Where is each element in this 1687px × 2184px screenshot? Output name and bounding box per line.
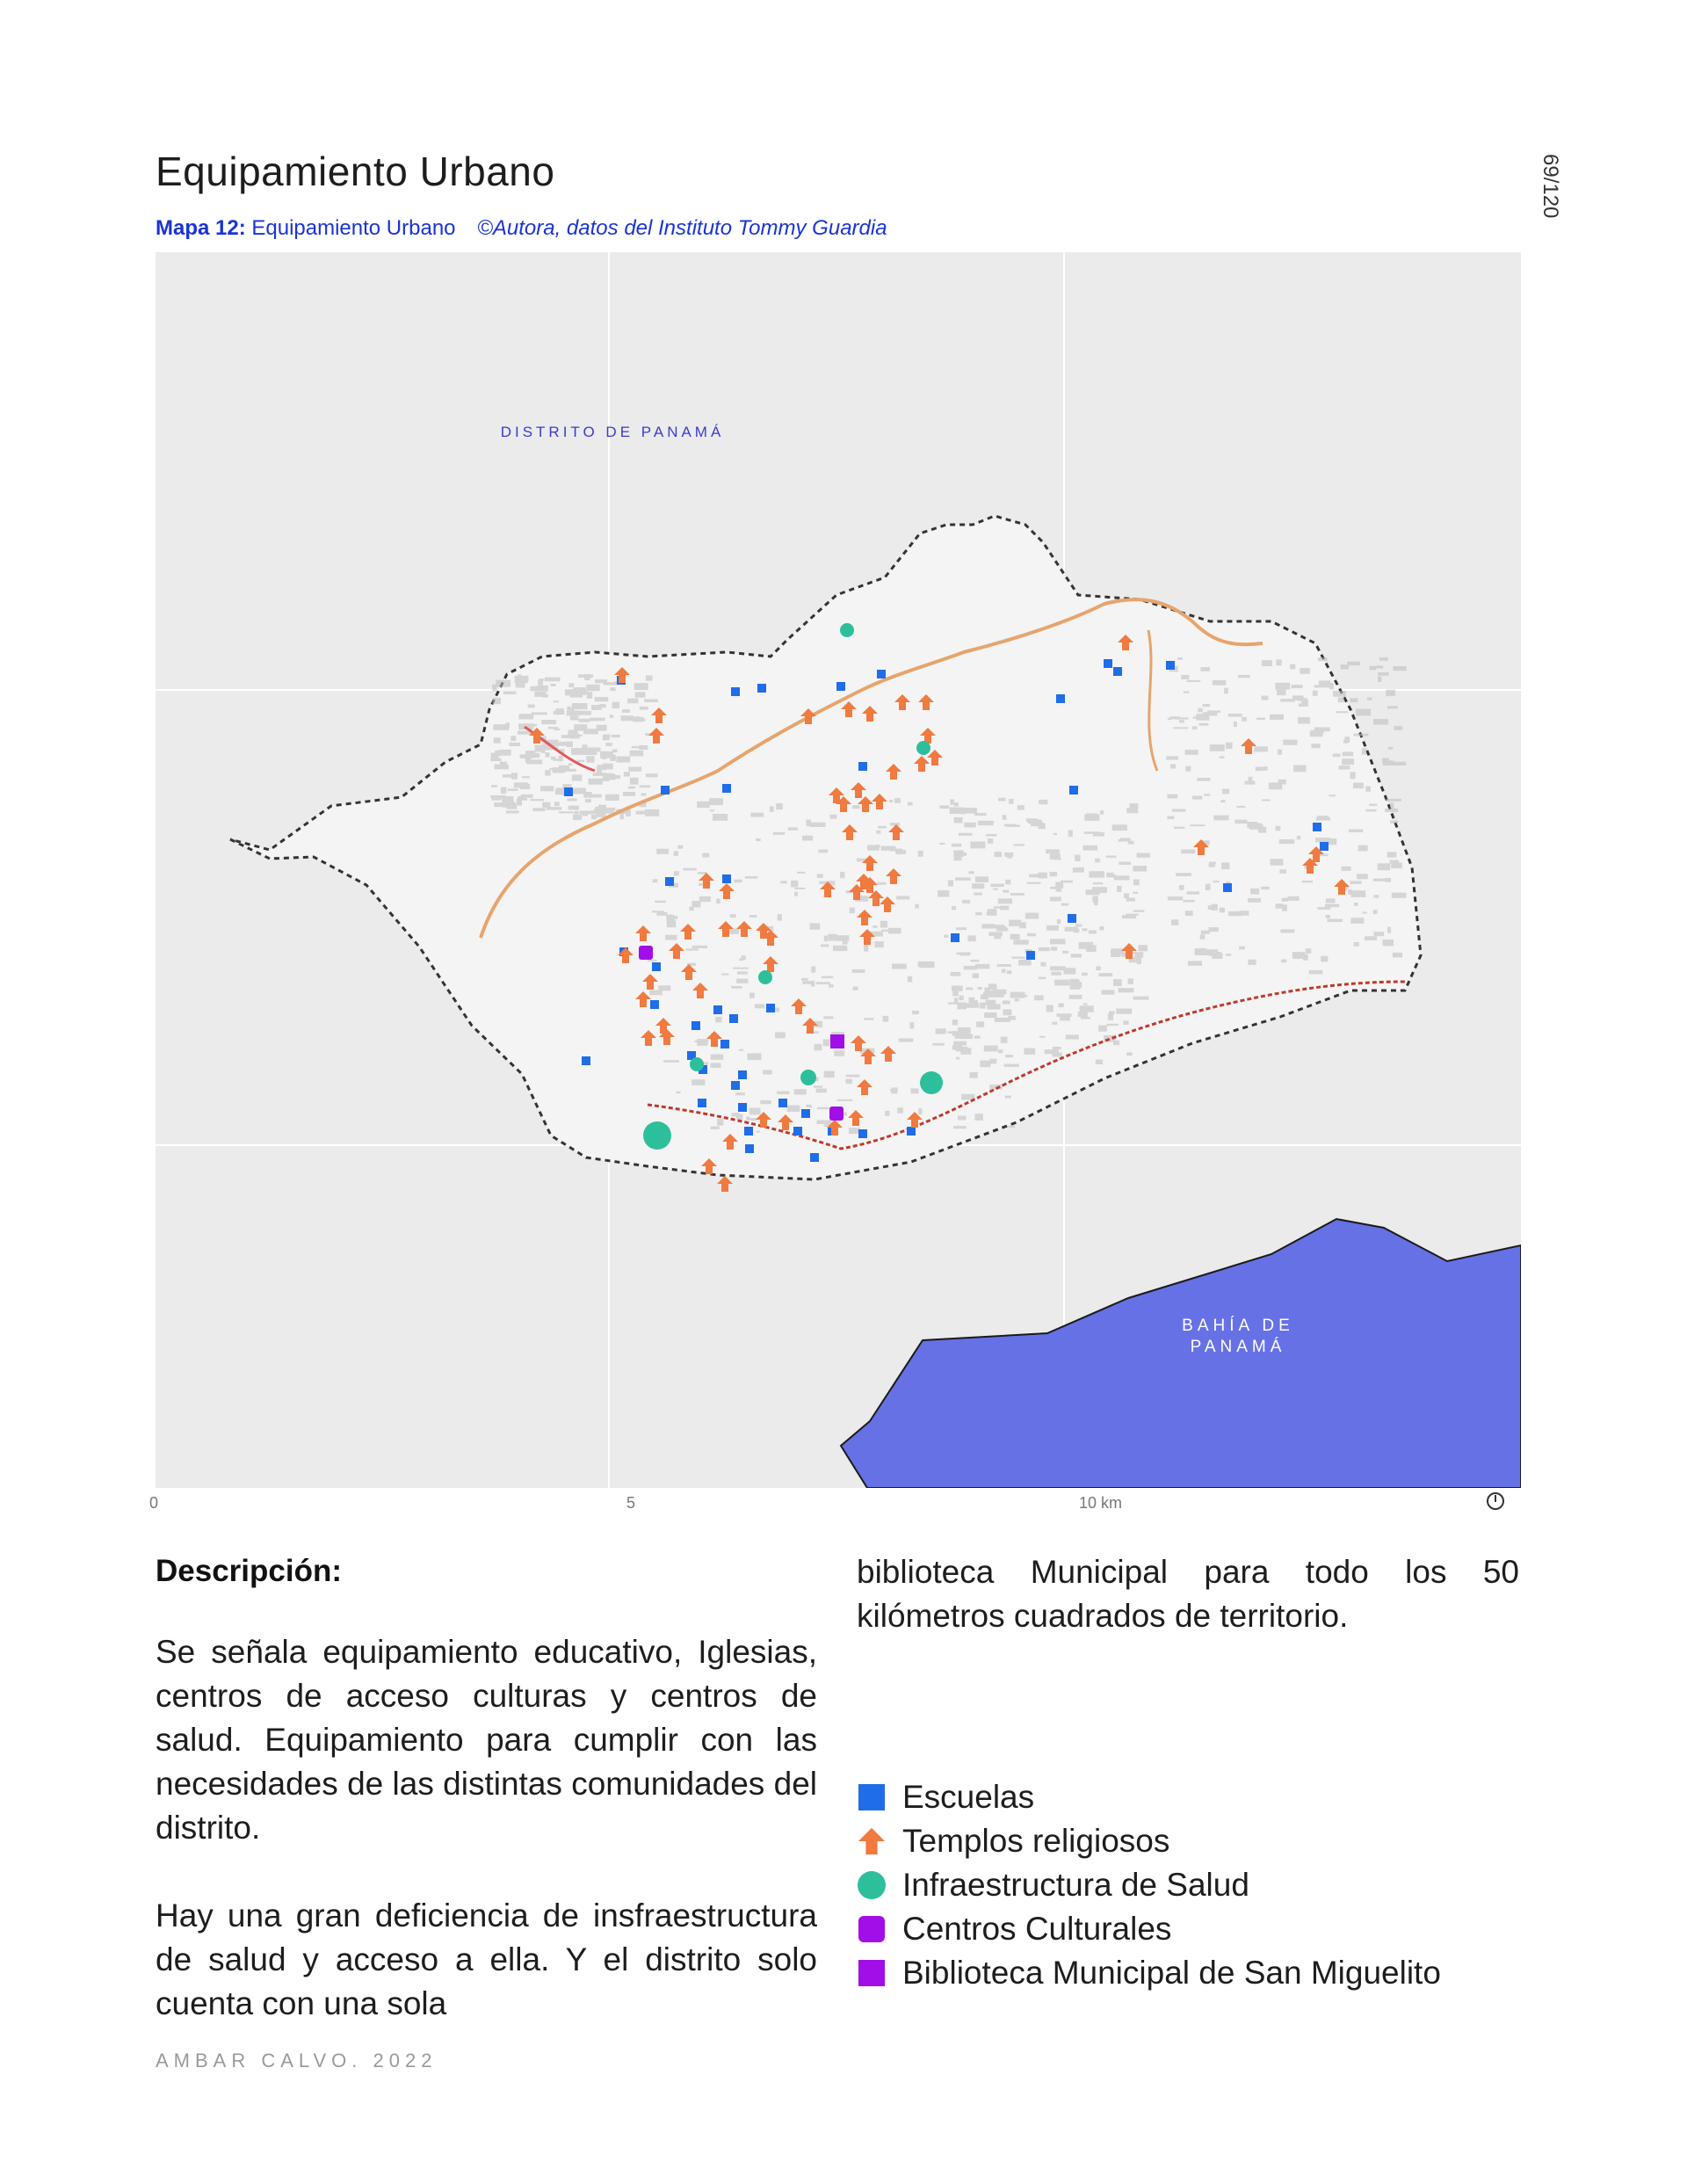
school-marker — [810, 1153, 819, 1162]
school-marker — [766, 1004, 775, 1012]
school-marker — [661, 786, 670, 795]
scale-label-5: 5 — [626, 1494, 636, 1512]
school-marker — [1068, 914, 1076, 923]
school-marker — [1113, 667, 1122, 676]
school-marker — [1313, 823, 1321, 831]
legend-label: Centros Culturales — [902, 1911, 1172, 1947]
school-marker — [582, 1056, 590, 1065]
school-marker — [1166, 661, 1175, 670]
bay-label — [1150, 1316, 1326, 1358]
school-marker — [778, 1099, 787, 1107]
school-marker — [738, 1103, 747, 1112]
school-marker — [1320, 842, 1329, 851]
footer-author: AMBAR CALVO. 2022 — [156, 2050, 438, 2072]
school-marker — [722, 874, 731, 883]
map-legend — [857, 1775, 1441, 1995]
description-paragraph-1: Se señala equipamiento educativo, Iglesias, centros de acceso culturas y centros de salud. Equipamiento para cumplir con las necesidades de las distintas comunidades del distrito. — [156, 1634, 817, 1846]
blue-square-icon — [857, 1782, 887, 1812]
district-map — [156, 252, 1521, 1488]
legend-item-culture — [857, 1907, 1441, 1951]
school-marker — [691, 1021, 700, 1030]
legend-label: Escuelas — [902, 1779, 1035, 1815]
legend-label: Biblioteca Municipal de San Miguelito — [902, 1955, 1441, 1991]
school-marker — [757, 684, 766, 693]
cultural-center-marker — [829, 1107, 844, 1121]
health-marker — [920, 1071, 943, 1094]
school-marker — [722, 784, 731, 793]
legend-item-temples — [857, 1819, 1441, 1863]
page-title: Equipamiento Urbano — [156, 149, 555, 194]
caption-text: Equipamiento Urbano — [251, 216, 456, 240]
school-marker — [564, 787, 573, 796]
school-marker — [836, 682, 845, 691]
school-marker — [1056, 694, 1065, 703]
health-marker — [800, 1070, 816, 1085]
library-marker — [830, 1034, 844, 1048]
caption-label: Mapa 12: — [156, 216, 246, 240]
health-marker — [758, 970, 772, 984]
legend-label: Templos religiosos — [902, 1823, 1170, 1859]
legend-label: Infraestructura de Salud — [902, 1867, 1249, 1903]
health-marker — [916, 741, 930, 755]
school-marker — [713, 1005, 722, 1014]
description-paragraph-3: biblioteca Municipal para todo los 50 kilómetros cuadrados de territorio. — [857, 1554, 1519, 1634]
school-marker — [1223, 883, 1232, 892]
legend-item-schools — [857, 1775, 1441, 1819]
school-marker — [665, 877, 674, 886]
school-marker — [738, 1070, 747, 1079]
school-marker — [720, 1040, 729, 1048]
description-heading: Descripción: — [156, 1554, 342, 1588]
purple-square-icon — [857, 1958, 887, 1988]
school-marker — [698, 1099, 706, 1107]
district-label: DISTRITO DE PANAMÁ — [500, 424, 725, 440]
page-number: 69/120 — [1539, 154, 1562, 219]
scale-label-0: 0 — [149, 1494, 159, 1512]
school-marker — [907, 1127, 916, 1136]
school-marker — [858, 762, 867, 771]
legend-item-library — [857, 1951, 1441, 1995]
orange-arrow-icon — [857, 1826, 887, 1856]
purple-rounded-square-icon — [857, 1914, 887, 1944]
temple-marker — [717, 1176, 733, 1192]
school-marker — [951, 933, 959, 942]
map-caption — [156, 216, 887, 241]
caption-credit: ©Autora, datos del Instituto Tommy Guardia — [477, 216, 887, 240]
school-marker — [744, 1127, 753, 1136]
health-marker — [643, 1121, 671, 1150]
map-canvas — [156, 252, 1521, 1488]
green-circle-icon — [857, 1870, 887, 1900]
school-marker — [877, 670, 886, 678]
description-paragraph-2: Hay una gran deficiencia de insfraestructura de salud y acceso a ella. Y el distrito solo cuenta con una sola — [156, 1897, 817, 2021]
health-marker — [840, 623, 854, 637]
scale-label-10: 10 km — [1079, 1494, 1123, 1512]
school-marker — [793, 1127, 802, 1136]
school-marker — [1069, 786, 1078, 795]
school-marker — [729, 1014, 738, 1023]
school-marker — [1026, 951, 1035, 960]
school-marker — [652, 962, 661, 971]
school-marker — [1104, 659, 1112, 668]
school-marker — [858, 1129, 867, 1138]
bay-label-line2: PANAMÁ — [1190, 1338, 1286, 1356]
school-marker — [801, 1109, 810, 1118]
school-marker — [650, 1000, 659, 1009]
school-marker — [731, 687, 740, 696]
bay-label-line1: BAHÍA DE — [1182, 1317, 1294, 1335]
legend-item-health — [857, 1863, 1441, 1907]
cultural-center-marker — [639, 946, 653, 960]
health-marker — [690, 1057, 704, 1071]
north-arrow-icon — [1487, 1492, 1504, 1510]
school-marker — [731, 1081, 740, 1090]
school-marker — [745, 1144, 754, 1153]
district-boundary — [230, 516, 1421, 1179]
